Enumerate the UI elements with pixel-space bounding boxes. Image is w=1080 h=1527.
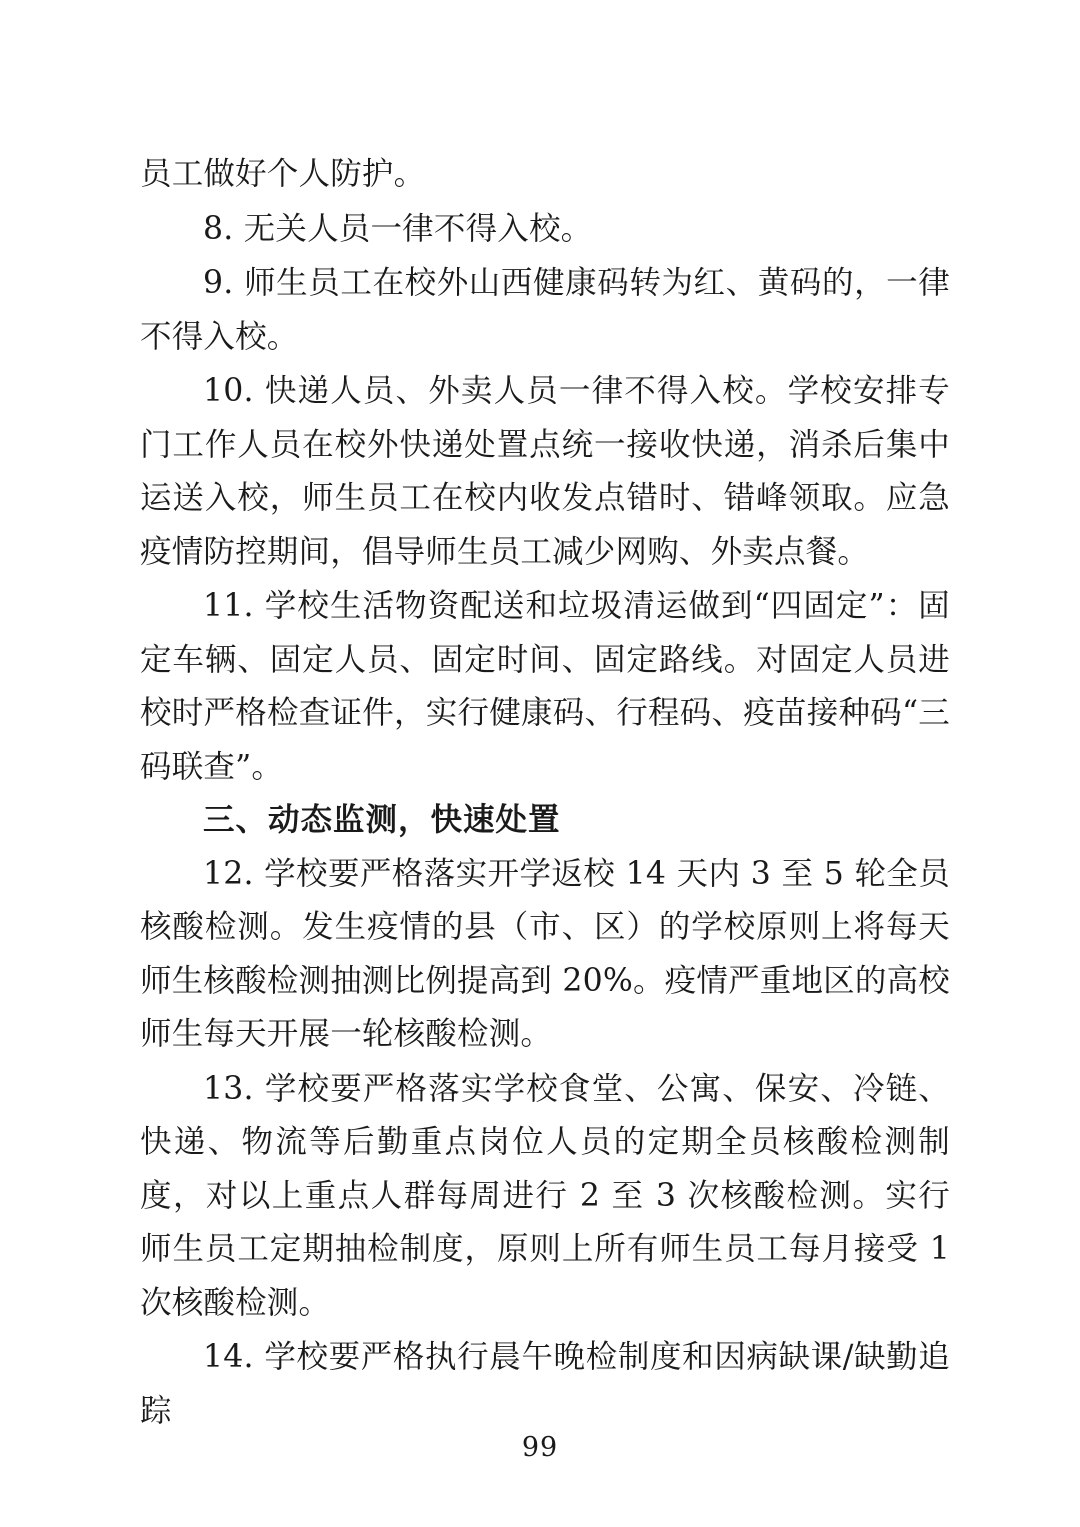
paragraph-continuation: 员工做好个人防护。 (140, 156, 426, 192)
section-heading: 三、动态监测，快速处置 (203, 802, 561, 838)
paragraph-item-11: 11. 学校生活物资配送和垃圾清运做到“四固定”：固定车辆、固定人员、固定时间、固定路线。对固定人员进校时严格检查证件，实行健康码、行程码、疫苗接种码“三码联查”。 (140, 588, 950, 785)
paragraph-item-12: 12. 学校要严格落实开学返校 14 天内 3 至 5 轮全员核酸检测。发生疫情的县（市、区）的学校原则上将每天师生核酸检测抽测比例提高到 20%。疫情严重地区的高校师生每天开展一轮核酸检测。 (140, 855, 950, 1052)
paragraph-item-13: 13. 学校要严格落实学校食堂、公寓、保安、冷链、快递、物流等后勤重点岗位人员的定期全员核酸检测制度，对以上重点人群每周进行 2 至 3 次核酸检测。实行师生员工定期抽检制度，原则上所有师生员工每月接受 1 次核酸检测。 (140, 1070, 950, 1321)
paragraph-item-8: 8. 无关人员一律不得入校。 (203, 210, 593, 247)
paragraph-item-9: 9. 师生员工在校外山西健康码转为红、黄码的，一律不得入校。 (140, 265, 950, 355)
page-body (140, 148, 950, 1438)
paragraph-item-10: 10. 快递人员、外卖人员一律不得入校。学校安排专门工作人员在校外快递处置点统一接收快递，消杀后集中运送入校，师生员工在校内收发点错时、错峰领取。应急疫情防控期间，倡导师生员工减少网购、外卖点餐。 (140, 373, 950, 570)
page-number: 99 (521, 1432, 559, 1463)
paragraph-item-14: 14. 学校要严格执行晨午晚检制度和因病缺课/缺勤追踪 (140, 1339, 950, 1429)
